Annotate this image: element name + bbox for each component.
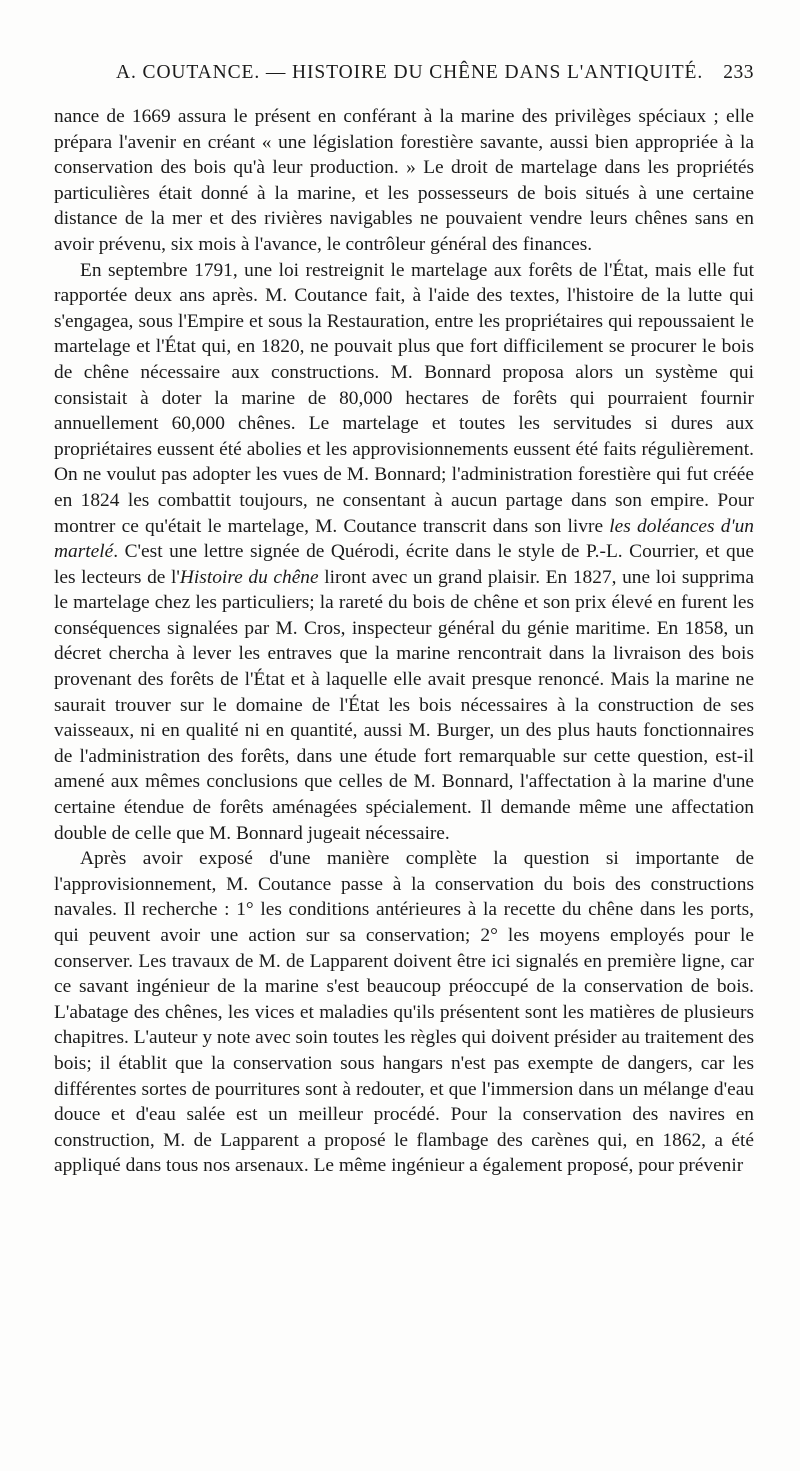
- paragraph-3: Après avoir exposé d'une manière complète la question si importante de l'approvisionnement, M. Coutance passe à la conservation du bois des constructions navales. Il recherche : 1° les conditions antérieures à la recette du chêne dans les ports, qui peuvent avoir une action sur sa conservation; 2° les moyens employés pour le conserver. Les travaux de M. de Lapparent doivent être ici signalés en première ligne, car ce savant ingénieur de la marine s'est beaucoup préoccupé de la conservation de bois. L'abatage des chênes, les vices et maladies qu'ils présentent sont les matières de plusieurs chapitres. L'auteur y note avec soin toutes les règles qui doivent présider au traitement des bois; il établit que la conservation sous hangars n'est pas exempte de dangers, car les différentes sortes de pourritures sont à redouter, et que l'immersion dans un mélange d'eau douce et d'eau salée est un meilleur procédé. Pour la conservation des navires en construction, M. de Lapparent a proposé le flambage des carènes qui, en 1862, a été appliqué dans tous nos arsenaux. Le même ingénieur a également proposé, pour prévenir: [54, 848, 754, 1177]
- italic-title-histoire: Histoire du chêne: [179, 566, 319, 588]
- running-head: A. COUTANCE. — HISTOIRE DU CHÊNE DANS L'ANTIQUITÉ.: [116, 62, 704, 83]
- body-text: [54, 104, 754, 1179]
- paragraph-1: nance de 1669 assura le présent en conférant à la marine des privilèges spéciaux ; elle prépara l'avenir en créant « une législation forestière savante, aussi bien appropriée à la conservation des bois qu'à leur production. » Le droit de martelage dans les propriétés particulières était donné à la marine, et les possesseurs de bois situés à une certaine distance de la mer et des rivières navigables ne pouvaient vendre leurs chênes sans en avoir prévenu, six mois à l'avance, le contrôleur général des finances.: [54, 106, 754, 255]
- italic-title-doleances: les doléances d'un martelé: [54, 515, 754, 563]
- paragraph-2-part-c: liront avec un grand plaisir. En 1827, une loi supprima le martelage chez les particuliers; la rareté du bois de chêne et son prix élevé en furent les conséquences signalées par M. Cros, inspecteur général du génie maritime. En 1858, un décret chercha à lever les entraves que la marine rencontrait dans la livraison des bois provenant des forêts de l'État et à laquelle elle avait presque renoncé. Mais la marine ne saurait trouver sur le domaine de l'État les bois nécessaires à la construction de ses vaisseaux, ni en qualité ni en quantité, aussi M. Burger, un des plus hauts fonctionnaires de l'administration des forêts, dans une étude fort remarquable sur cette question, est-il amené aux mêmes conclusions que celles de M. Bonnard, l'affectation à la marine d'une certaine étendue de forêts aménagées spécialement. Il demande même une affectation double de celle que M. Bonnard jugeait nécessaire.: [54, 566, 754, 844]
- paragraph-2-part-b: . C'est une lettre signée de Quérodi, écrite dans le style de P.-L. Courrier, et que les lecteurs de l': [54, 541, 754, 588]
- page-header: [54, 62, 754, 84]
- paragraph-2: [54, 258, 754, 847]
- page-number: 233: [723, 62, 754, 83]
- paragraph-2-part-a: En septembre 1791, une loi restreignit le martelage aux forêts de l'État, mais elle fut rapportée deux ans après. M. Coutance fait, à l'aide des textes, l'histoire de la lutte qui s'engagea, sous l'Empire et sous la Restauration, entre les propriétaires qui repoussaient le martelage et l'État qui, en 1820, ne pouvait plus que fort difficilement se procurer le bois de chêne nécessaire aux constructions. M. Bonnard proposa alors un système qui consistait à doter la marine de 80,000 hectares de forêts qui pourraient fournir annuellement 60,000 chênes. Le martelage et toutes les servitudes si dures aux propriétaires eussent été abolies et les approvisionnements eussent été faits régulièrement. On ne voulut pas adopter les vues de M. Bonnard; l'administration forestière qui fut créée en 1824 les combattit toujours, ne consentant à aucun partage dans son empire. Pour montrer ce qu'était le martelage, M. Coutance transcrit dans son livre: [54, 259, 754, 537]
